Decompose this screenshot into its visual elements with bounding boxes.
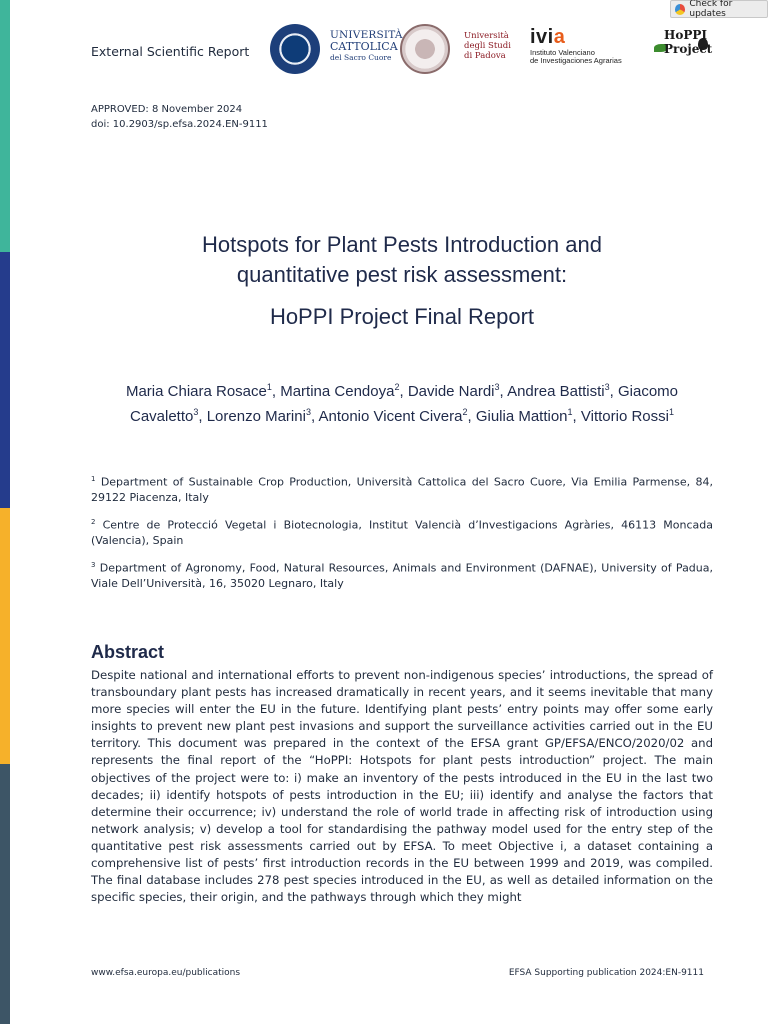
author-separator: , [399, 383, 408, 400]
hoppi-project-logo [652, 26, 722, 72]
author-name: Antonio Vicent Civera [318, 408, 463, 425]
author-affiliation-number: 2 [462, 407, 468, 417]
author-name: Maria Chiara Rosace [125, 383, 267, 400]
author-affiliation-number: 2 [394, 382, 400, 392]
unipd-logo [464, 32, 526, 61]
author-separator: , [467, 408, 476, 425]
affiliation-3 [91, 558, 713, 592]
author-name: Lorenzo Marini [206, 408, 306, 425]
author-affiliation-number: 1 [567, 407, 573, 417]
ivia-logo [530, 26, 630, 66]
ivia-logo-sub2: de Investigaciones Agrarias [530, 56, 622, 66]
affiliation-1 [91, 472, 713, 506]
author-name: Giacomo Cavaletto [129, 383, 679, 425]
footer-publication-id: EFSA Supporting publication 2024:EN-9111 [508, 968, 704, 978]
author-name: Andrea Battisti [507, 383, 605, 400]
ucsc-logo-line1: UNIVERSITÀ [330, 29, 403, 41]
report-title-line1: Hotspots for Plant Pests Introduction and [202, 232, 602, 257]
author-separator: , [198, 408, 207, 425]
report-title [90, 230, 714, 290]
ucsc-logo-line3: del Sacro Cuore [330, 52, 392, 62]
affiliation-text: Department of Sustainable Crop Production, Università Cattolica del Sacro Cuore, Via Emilia Parmense, 84, 29122 Piacenza, Italy [91, 475, 714, 505]
unipd-logo-line3: di Padova [464, 50, 506, 61]
author-affiliation-number: 1 [668, 407, 674, 417]
ucsc-logo-line2: CATTOLICA [330, 39, 398, 53]
partner-logos [270, 24, 730, 74]
affiliation-text: Department of Agronomy, Food, Natural Resources, Animals and Environment (DAFNAE), University of Padua, Viale Dell’Università, 16, 35020 Legnaro, Italy [91, 561, 713, 591]
affiliation-text: Centre de Protecció Vegetal i Biotecnologia, Institut Valencià d’Investigacions Agràries, 46113 Moncada (Valencia), Spain [91, 518, 713, 548]
unipd-logo-line1: Università [464, 31, 509, 41]
abstract-body: Despite national and international efforts to prevent non-indigenous species’ introductions, the spread of transboundary plant pests has increased dramatically in recent years, and it seems inevitable that many more species will enter the EU in the future. Identifying plant pests’ entry points may offer some early insights to prevent new plant pest invasions and support the surveillance activities carried out in the EU territory. This document was prepared in the context of the EFSA grant GP/EFSA/ENCO/2020/02 and represents the final report of the “HoPPI: Hotspots for plant pests introduction” project. The main objectives of the project were to: i) make an inventory of the pests introduced in the EU in the last two decades; ii) identify hotspots of pests introduction in the EU; iii) identify and analyse the factors that determine their occurrence; iv) understand the role of world trade in affecting risk of introduction using network analysis; v) develop a tool for standardising the pathway model used for the entry step of the quantitative pest risk assessments carried out by EFSA. To meet Objective i, a dataset containing a comprehensive list of pests’ first introduction records in the EU between 1999 and 2019, was compiled. The final database includes 278 pest species introduced in the EU, as well as detailed information on the specific species, their origin, and the pathways through which they might [91, 668, 713, 905]
report-subtitle: HoPPI Project Final Report [269, 304, 535, 329]
ucsc-logo [330, 30, 402, 61]
unipd-logo-line2: degli Studi [464, 40, 511, 51]
author-list [90, 377, 714, 427]
hoppi-logo-line2: Project [664, 42, 713, 57]
author-separator: , [310, 408, 319, 425]
report-type-label: External Scientific Report [91, 44, 250, 59]
ivia-logo-sub1: Instituto Valenciano [530, 48, 595, 57]
ivia-mark-a: ivi [530, 26, 554, 48]
affiliation-number: 3 [91, 561, 96, 569]
footer-publications-link[interactable]: www.efsa.europa.eu/publications [91, 968, 241, 978]
author-affiliation-number: 3 [494, 382, 500, 392]
approved-date: APPROVED: 8 November 2024 [91, 104, 243, 115]
author-affiliation-number: 3 [193, 407, 199, 417]
doi-link[interactable]: doi: 10.2903/sp.efsa.2024.EN-9111 [91, 119, 268, 130]
ucsc-seal-logo [270, 24, 320, 74]
author-name: Giulia Mattion [475, 408, 568, 425]
author-separator: , [572, 408, 581, 425]
affiliation-2 [91, 515, 713, 549]
check-for-updates-button[interactable] [670, 0, 768, 18]
author-affiliation-number: 3 [604, 382, 610, 392]
author-separator: , [271, 383, 281, 400]
unipd-seal-logo [400, 24, 450, 74]
author-name: Martina Cendoya [280, 383, 395, 400]
side-color-bar-yellow [0, 508, 10, 764]
report-title-line2: quantitative pest risk assessment: [236, 262, 568, 287]
author-affiliation-number: 1 [266, 382, 272, 392]
author-name: Vittorio Rossi [580, 408, 669, 425]
hoppi-logo-line1: HoPPI [664, 28, 708, 42]
author-name: Davide Nardi [407, 383, 495, 400]
side-color-bar-slate [0, 764, 10, 1024]
side-color-bar-teal [0, 0, 10, 252]
author-affiliation-number: 3 [305, 407, 311, 417]
side-color-bar-blue [0, 252, 10, 508]
ivia-mark-b: a [553, 26, 566, 48]
check-for-updates-label: Check for updates [689, 0, 733, 19]
affiliation-number: 1 [91, 475, 96, 483]
publication-meta [91, 102, 268, 132]
affiliation-number: 2 [91, 518, 96, 526]
crossmark-icon [675, 4, 685, 15]
author-separator: , [609, 383, 618, 400]
abstract-heading: Abstract [91, 642, 165, 662]
author-separator: , [499, 383, 508, 400]
